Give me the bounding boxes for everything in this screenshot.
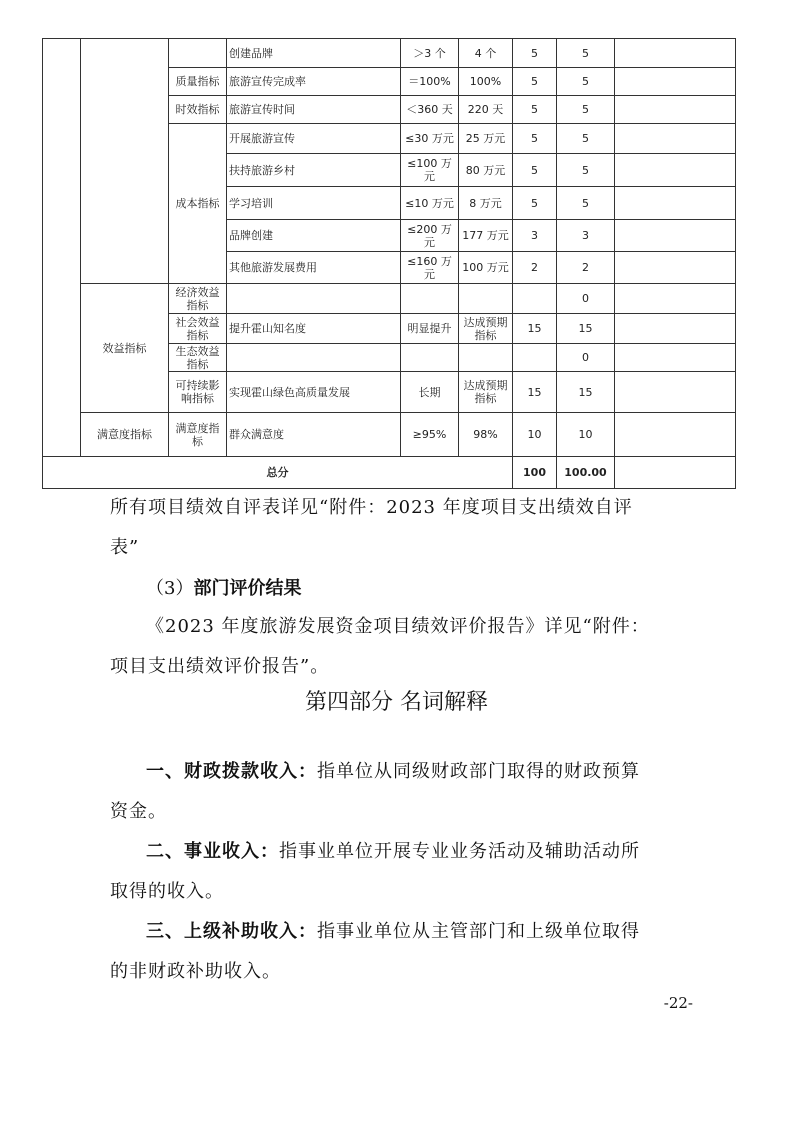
weight-cell: 3 [513,220,557,252]
table-row [43,413,736,457]
term-1-num: 一、 [146,761,184,782]
remark-cell [615,220,736,252]
indicator-cell: 实现霍山绿色高质量发展 [227,372,401,413]
remark-cell [615,96,736,124]
term-3-name: 上级补助收入： [184,921,317,942]
score-cell: 10 [557,413,615,457]
target-cell: ≤100 万元 [401,154,459,187]
weight-cell [513,344,557,372]
score-cell: 5 [557,154,615,187]
actual-cell: 达成预期指标 [459,372,513,413]
remark-cell [615,314,736,344]
indicator-cell: 旅游宣传完成率 [227,68,401,96]
weight-cell: 2 [513,252,557,284]
actual-cell [459,344,513,372]
sub-indicator-cell: 生态效益指标 [169,344,227,372]
actual-cell: 80 万元 [459,154,513,187]
remark-cell [615,68,736,96]
term-1-name: 财政拨款收入： [184,761,317,782]
term-3-cont: 的非财政补助收入。 [110,961,281,982]
remark-cell [615,284,736,314]
total-score: 100.00 [557,457,615,489]
term-3-def: 指事业单位从主管部门和上级单位取得 [317,921,640,942]
score-cell: 0 [557,284,615,314]
term-1 [146,757,746,783]
section3-line-2: 项目支出绩效评价报告”。 [110,656,330,677]
note-line-1: 所有项目绩效自评表详见“附件：2023 年度项目支出绩效自评 [110,497,633,518]
weight-cell: 5 [513,39,557,68]
target-cell: 明显提升 [401,314,459,344]
actual-cell: 98% [459,413,513,457]
weight-cell: 5 [513,154,557,187]
actual-cell: 达成预期指标 [459,314,513,344]
score-cell: 0 [557,344,615,372]
indicator-cell [227,284,401,314]
term-1-def: 指单位从同级财政部门取得的财政预算 [317,761,640,782]
weight-cell: 15 [513,372,557,413]
section3-title: 部门评价结果 [193,578,302,599]
score-cell: 15 [557,372,615,413]
sub-indicator-cell: 满意度指标 [169,413,227,457]
target-cell: ≤10 万元 [401,187,459,220]
indicator-cell: 品牌创建 [227,220,401,252]
table-row [43,284,736,314]
indicator-cell [227,344,401,372]
sub-indicator-cell: 成本指标 [169,124,227,284]
term-3-num: 三、 [146,921,184,942]
remark-cell [615,187,736,220]
weight-cell [513,284,557,314]
term-2-cont: 取得的收入。 [110,881,224,902]
indicator-cell: 学习培训 [227,187,401,220]
empty-cell [169,39,227,68]
score-cell: 3 [557,220,615,252]
term-1-cont: 资金。 [110,801,167,822]
section3-line-1: 《2023 年度旅游发展资金项目绩效评价报告》详见“附件： [146,616,650,637]
page-number: -22- [663,994,693,1012]
section3-number: （3） [146,578,194,599]
term-2-num: 二、 [146,841,184,862]
note-line-2: 表” [110,537,140,558]
weight-cell: 5 [513,124,557,154]
weight-cell: 15 [513,314,557,344]
actual-cell: 177 万元 [459,220,513,252]
actual-cell [459,284,513,314]
score-cell: 15 [557,314,615,344]
actual-cell: 4 个 [459,39,513,68]
remark-cell [615,413,736,457]
term-2 [146,837,746,863]
score-cell: 5 [557,187,615,220]
section3-heading [146,574,301,600]
weight-cell: 10 [513,413,557,457]
indicator-cell: 群众满意度 [227,413,401,457]
performance-table [42,38,736,489]
part4-title: 第四部分 名词解释 [305,690,488,715]
indicator-cell: 提升霍山知名度 [227,314,401,344]
level1-indicator-cell: 满意度指标 [81,413,169,457]
actual-cell: 25 万元 [459,124,513,154]
indicator-cell: 扶持旅游乡村 [227,154,401,187]
term-2-name: 事业收入： [184,841,279,862]
total-row [43,457,736,489]
target-cell [401,284,459,314]
remark-cell [615,39,736,68]
target-cell: ＝100% [401,68,459,96]
actual-cell: 100% [459,68,513,96]
target-cell: ≥95% [401,413,459,457]
sub-indicator-cell: 社会效益指标 [169,314,227,344]
remark-cell [615,372,736,413]
remark-cell [615,124,736,154]
weight-cell: 5 [513,96,557,124]
total-weight: 100 [513,457,557,489]
indicator-cell: 旅游宣传时间 [227,96,401,124]
score-cell: 5 [557,96,615,124]
actual-cell: 100 万元 [459,252,513,284]
sub-indicator-cell: 质量指标 [169,68,227,96]
indicator-cell: 创建品牌 [227,39,401,68]
indicator-cell: 开展旅游宣传 [227,124,401,154]
target-cell: ≤160 万元 [401,252,459,284]
empty-cell [43,39,81,457]
score-cell: 5 [557,68,615,96]
actual-cell: 220 天 [459,96,513,124]
target-cell [401,344,459,372]
target-cell: ＜360 天 [401,96,459,124]
score-cell: 2 [557,252,615,284]
sub-indicator-cell: 可持续影响指标 [169,372,227,413]
total-label: 总分 [43,457,513,489]
actual-cell: 8 万元 [459,187,513,220]
remark-cell [615,457,736,489]
remark-cell [615,252,736,284]
target-cell: ≤30 万元 [401,124,459,154]
target-cell: 长期 [401,372,459,413]
weight-cell: 5 [513,68,557,96]
indicator-cell: 其他旅游发展费用 [227,252,401,284]
score-cell: 5 [557,124,615,154]
table-row [43,39,736,68]
score-cell: 5 [557,39,615,68]
weight-cell: 5 [513,187,557,220]
term-2-def: 指事业单位开展专业业务活动及辅助活动所 [279,841,640,862]
remark-cell [615,154,736,187]
empty-cell [81,39,169,284]
target-cell: ≤200 万元 [401,220,459,252]
sub-indicator-cell: 时效指标 [169,96,227,124]
term-3 [146,917,746,943]
target-cell: ＞3 个 [401,39,459,68]
sub-indicator-cell: 经济效益指标 [169,284,227,314]
level1-indicator-cell: 效益指标 [81,284,169,413]
remark-cell [615,344,736,372]
